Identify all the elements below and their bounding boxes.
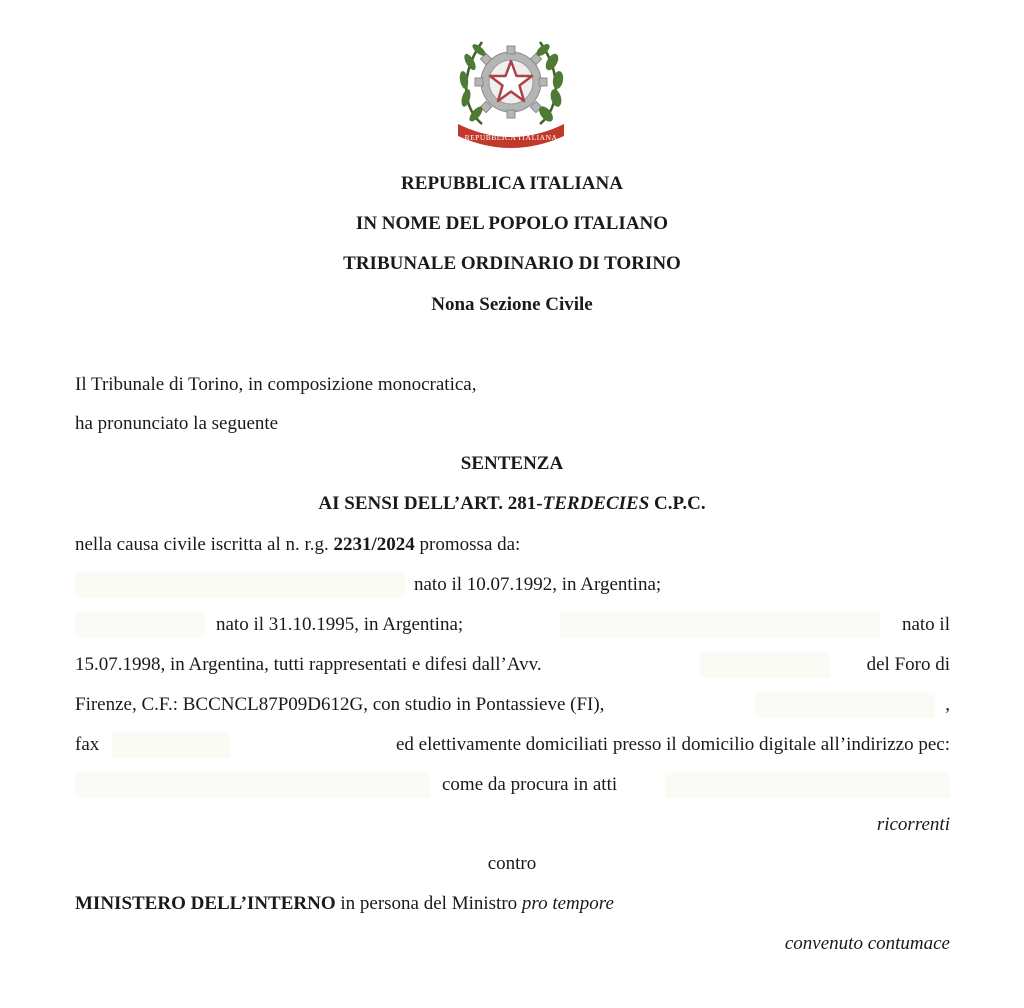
header-section: Nona Sezione Civile <box>431 294 593 315</box>
born-line-3-start: nato il <box>901 614 950 635</box>
procura-line: come da procura in atti <box>442 774 618 795</box>
redacted-lawyer <box>700 652 830 678</box>
title-ai-sensi-italic: TERDECIES <box>542 493 650 514</box>
pro-tempore: pro tempore <box>521 893 614 914</box>
line-firenze: Firenze, C.F.: BCCNCL87P09D612G, con studio in Pontassieve (FI), <box>75 694 605 715</box>
redacted-name-2 <box>75 612 205 638</box>
header-tribunal: TRIBUNALE ORDINARIO DI TORINO <box>343 253 681 274</box>
line-firenze-comma: , <box>945 694 950 715</box>
emblem-ribbon-text: REPUBBLICA ITALIANA <box>464 133 558 142</box>
redacted-pec-2 <box>665 772 950 798</box>
redacted-name-1 <box>75 572 405 598</box>
convenuto-label: convenuto contumace <box>784 933 950 954</box>
ministero-name: MINISTERO DELL’INTERNO <box>75 893 336 914</box>
line-foro: del Foro di <box>866 654 950 675</box>
redacted-name-3 <box>560 612 880 638</box>
intro-line-1: Il Tribunale di Torino, in composizione monocratica, <box>75 374 477 395</box>
italian-republic-emblem-icon <box>452 28 570 152</box>
contro-label: contro <box>487 853 537 874</box>
title-ai-sensi <box>0 492 1024 516</box>
causa-suffix: promossa da: <box>419 534 521 555</box>
header-republic: REPUBBLICA ITALIANA <box>401 173 623 194</box>
fax-label: fax <box>75 734 100 755</box>
born-line-2: nato il 31.10.1995, in Argentina; <box>216 614 464 635</box>
ministero-rest: in persona del Ministro <box>335 893 522 914</box>
rg-number: 2231/2024 <box>333 534 415 555</box>
intro-line-2: ha pronunciato la seguente <box>75 413 279 434</box>
born-line-1: nato il 10.07.1992, in Argentina; <box>414 574 662 595</box>
causa-prefix: nella causa civile iscritta al n. r.g. <box>75 534 329 555</box>
redacted-pec <box>75 772 430 798</box>
fax-rest: ed elettivamente domiciliati presso il domicilio digitale all’indirizzo pec: <box>396 734 950 755</box>
ministero-line <box>75 892 614 916</box>
redacted-fax <box>112 732 230 758</box>
title-sentenza: SENTENZA <box>460 453 564 474</box>
causa-line <box>75 533 520 557</box>
header-people: IN NOME DEL POPOLO ITALIANO <box>355 213 669 234</box>
redacted-address <box>755 692 935 718</box>
line-15-07: 15.07.1998, in Argentina, tutti rappresentati e difesi dall’Avv. <box>75 654 542 675</box>
title-ai-sensi-prefix: AI SENSI DELL’ART. 281- <box>318 493 543 514</box>
ricorrenti-label: ricorrenti <box>876 814 950 835</box>
title-ai-sensi-suffix: C.P.C. <box>649 493 706 514</box>
